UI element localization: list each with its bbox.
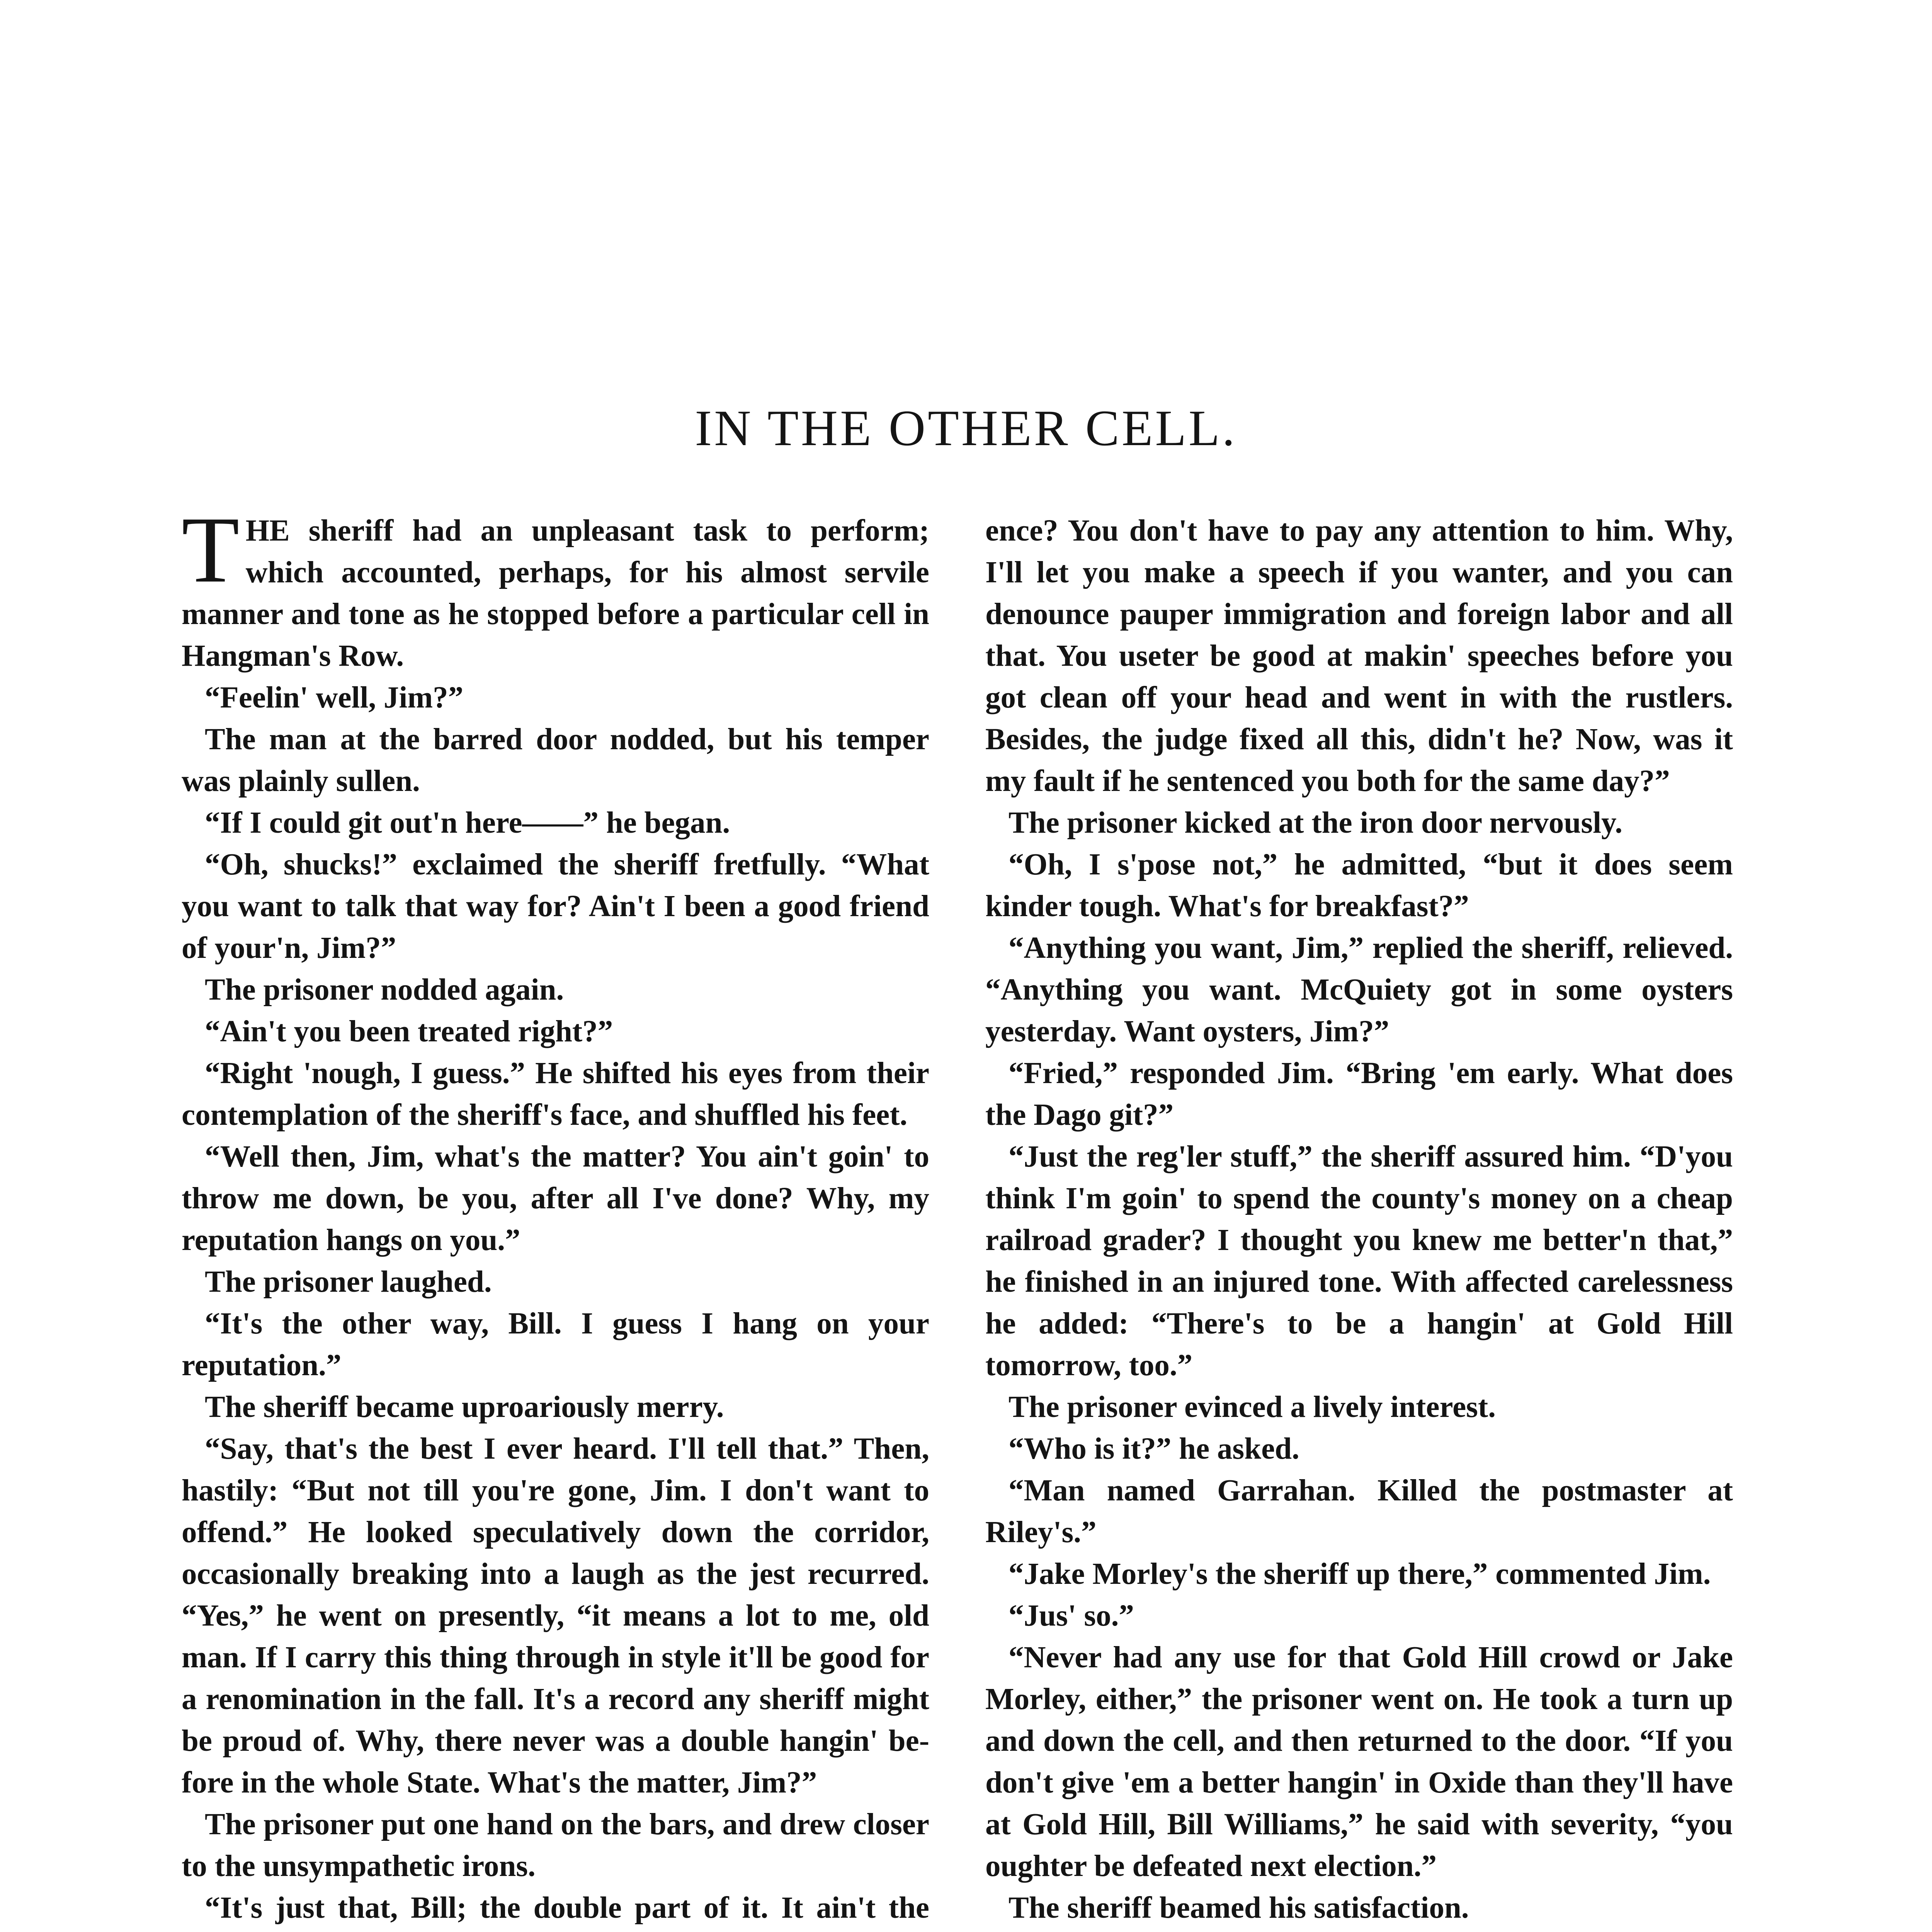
- paragraph: The prisoner laughed.: [205, 1265, 492, 1299]
- paragraph: The sheriff became uproariously merry.: [205, 1390, 724, 1424]
- paragraph: “Who is it?” he asked.: [1009, 1432, 1299, 1466]
- paragraph: “Right 'nough, I guess.” He shifted his eyes from their contemplation of the sheriff's face, and shuffled his feet.: [182, 1056, 929, 1132]
- paragraph: The sheriff beamed his satisfaction.: [1009, 1891, 1469, 1925]
- left-column: [182, 497, 929, 1932]
- paragraph: “Ain't you been treated right?”: [205, 1015, 613, 1048]
- paragraph: The man at the barred door nodded, but his temper was plainly sullen.: [182, 723, 929, 798]
- paragraph: “Just the reg'ler stuff,” the sheriff assured him. “D'you think I'm goin' to spend the county's money on a cheap railroad grader? I thought you knew me better'n that,” he finished in an injured tone. With affected carelessness he added: “There's to be a hangin' at Gold Hill tomorrow, too.”: [985, 1140, 1733, 1382]
- paragraph: “Well then, Jim, what's the matter? You ain't goin' to throw me down, be you, after all I've done? Why, my reputation hangs on you.”: [182, 1140, 929, 1257]
- paragraph: “Man named Garrahan. Killed the postmaster at Riley's.”: [985, 1474, 1733, 1549]
- paragraph: The prisoner nodded again.: [205, 973, 564, 1007]
- paragraph: The prisoner evinced a lively interest.: [1009, 1390, 1496, 1424]
- opening-paragraph-text: HE sheriff had an unpleasant task to perform; which accounted, perhaps, for his almost servile manner and tone as he stopped before a particular cell in Hangman's Row.: [182, 514, 929, 673]
- paragraph: “Fried,” responded Jim. “Bring 'em early. What does the Dago git?”: [985, 1056, 1733, 1132]
- drop-cap: T: [182, 497, 240, 602]
- paragraph: The prisoner kicked at the iron door nervously.: [1009, 806, 1622, 840]
- paragraph: “It's the other way, Bill. I guess I hang on your reputation.”: [182, 1307, 929, 1382]
- paragraph: “Feelin' well, Jim?”: [205, 681, 464, 714]
- paragraph: [985, 1929, 1733, 1932]
- paragraph: “If I could git out'n here——” he began.: [205, 806, 730, 840]
- paragraph-continued: ence? You don't have to pay any attention to him. Why, I'll let you make a speech if you wanter, and you can denounce pauper immigration and foreign labor and all that. You useter be good at makin' speeches before you got clean off your head and went in with the rustlers. Besides, the judge fixed all this, didn't he? Now, was it my fault if he sentenced you both for the same day?”: [985, 514, 1733, 798]
- paragraph: “Jus' so.”: [1009, 1599, 1134, 1633]
- paragraph: “Oh, I s'pose not,” he admitted, “but it does seem kinder tough. What's for breakfast?”: [985, 848, 1733, 923]
- paragraph: The prisoner put one hand on the bars, and drew closer to the unsympathetic irons.: [182, 1808, 929, 1883]
- paragraph: “Never had any use for that Gold Hill crowd or Jake Morley, either,” the prisoner went on. He took a turn up and down the cell, and then returned to the door. “If you don't give 'em a better hangin' in Oxide than they'll have at Gold Hill, Bill Williams,” he said with severity, “you oughter be defeated next election.”: [985, 1641, 1733, 1883]
- paragraph: “Jake Morley's the sheriff up there,” commented Jim.: [1009, 1557, 1711, 1591]
- paragraph: “It's just that, Bill; the double part of it. It ain't the: [205, 1891, 929, 1925]
- paragraph: “Anything you want, Jim,” replied the sheriff, relieved. “Anything you want. McQuiety got in some oysters yesterday. Want oysters, Jim?”: [985, 931, 1733, 1048]
- opening-paragraph: [182, 497, 929, 677]
- paragraph: “Oh, shucks!” exclaimed the sheriff fretfully. “What you want to talk that way for? Ain't I been a good friend of your'n, Jim?”: [182, 848, 929, 965]
- right-column: [985, 510, 1733, 1932]
- paragraph: “Say, that's the best I ever heard. I'll tell that.” Then, hastily: “But not till you're gone, Jim. I don't want to offend.” He looked speculatively down the corridor, occasionally breaking into a laugh as the jest recurred. “Yes,” he went on presently, “it means a lot to me, old man. If I carry this thing through in style it'll be good for a renomination in the fall. It's a record any sheriff might be proud of. Why, there never was a double hangin' before in the whole State. What's the matter, Jim?”: [182, 1432, 929, 1799]
- article-title: IN THE OTHER CELL.: [695, 400, 1237, 456]
